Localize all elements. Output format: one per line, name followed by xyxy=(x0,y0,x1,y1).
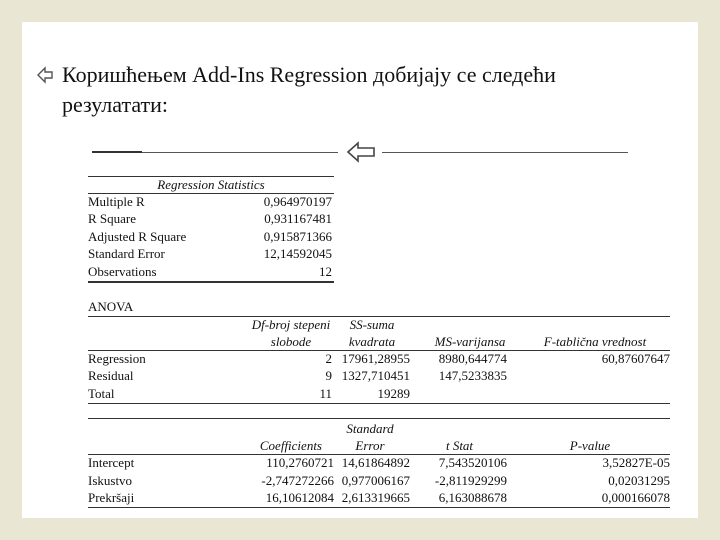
coef-header-se-1: Standard xyxy=(346,421,394,436)
bullet-line-2: резулатати: xyxy=(62,92,169,117)
arrow-bullet-icon xyxy=(344,140,378,164)
anova-header-ms: MS-varijansa xyxy=(434,334,506,349)
regstats-label: Multiple R xyxy=(88,194,145,209)
coef-bottom-rule xyxy=(88,507,670,508)
coef-row-se: 14,61864892 xyxy=(341,455,410,470)
regstats-label: R Square xyxy=(88,211,137,226)
coef-row-label: Iskustvo xyxy=(88,473,133,488)
coef-row-label: Prekršaji xyxy=(88,490,135,505)
regstats-value: 0,964970197 xyxy=(263,194,332,209)
bullet-text xyxy=(62,60,682,120)
anova-header-df-1: Df-broj stepeni xyxy=(251,317,331,332)
regstats-value: 12 xyxy=(319,264,332,279)
regstats-label: Adjusted R Square xyxy=(88,229,187,244)
anova-header-ss-2: kvadrata xyxy=(348,334,396,349)
coef-header-top-rule xyxy=(88,418,670,419)
anova-row-ms: 147,5233835 xyxy=(438,368,507,383)
coef-header-coef: Coefficients xyxy=(259,438,322,453)
anova-row-df: 2 xyxy=(325,351,332,366)
anova-row-f: 60,87607647 xyxy=(601,351,670,366)
anova-row-ss: 17961,28955 xyxy=(341,351,410,366)
coef-row-t: -2,811929299 xyxy=(434,473,507,488)
anova-header-ss-1: SS-suma xyxy=(349,317,395,332)
regstats-bottom-rule xyxy=(88,281,334,283)
anova-row-ss: 19289 xyxy=(377,386,410,401)
regstats-title: Regression Statistics xyxy=(157,177,265,192)
bullet-line-1: Коришћењем Add-Ins Regression добијају се следећи xyxy=(62,62,556,87)
coef-row-coef: -2,747272266 xyxy=(261,473,334,488)
anova-header-f: F-tablična vrednost xyxy=(543,334,647,349)
anova-row-df: 9 xyxy=(325,368,332,383)
divider-accent xyxy=(92,151,142,153)
coef-row-label: Intercept xyxy=(88,455,135,470)
anova-header-df-2: slobode xyxy=(270,334,312,349)
regstats-label: Observations xyxy=(88,264,157,279)
coef-row-se: 2,613319665 xyxy=(341,490,410,505)
arrow-bullet-icon xyxy=(36,66,54,84)
anova-row-df: 11 xyxy=(319,386,332,401)
coef-row-p: 3,52827E-05 xyxy=(602,455,670,470)
anova-row-label: Residual xyxy=(88,368,134,383)
coef-row-p: 0,02031295 xyxy=(608,473,670,488)
coef-header-se-2: Error xyxy=(355,438,385,453)
anova-bottom-rule xyxy=(88,403,670,404)
coef-header-p: P-value xyxy=(569,438,611,453)
coef-row-coef: 16,10612084 xyxy=(265,490,334,505)
coef-row-se: 0,977006167 xyxy=(341,473,410,488)
regstats-value: 12,14592045 xyxy=(263,246,332,261)
regstats-label: Standard Error xyxy=(88,246,165,261)
anova-row-label: Regression xyxy=(88,351,146,366)
coef-header-t: t Stat xyxy=(445,438,474,453)
regstats-value: 0,931167481 xyxy=(264,211,332,226)
regstats-value: 0,915871366 xyxy=(263,229,332,244)
anova-row-label: Total xyxy=(88,386,115,401)
coef-row-coef: 110,2760721 xyxy=(266,455,334,470)
divider-right xyxy=(382,152,628,153)
anova-title: ANOVA xyxy=(88,299,134,314)
anova-row-ms: 8980,644774 xyxy=(438,351,507,366)
coef-row-t: 7,543520106 xyxy=(438,455,507,470)
coef-row-p: 0,000166078 xyxy=(601,490,670,505)
coef-row-t: 6,163088678 xyxy=(438,490,507,505)
anova-row-ss: 1327,710451 xyxy=(341,368,410,383)
